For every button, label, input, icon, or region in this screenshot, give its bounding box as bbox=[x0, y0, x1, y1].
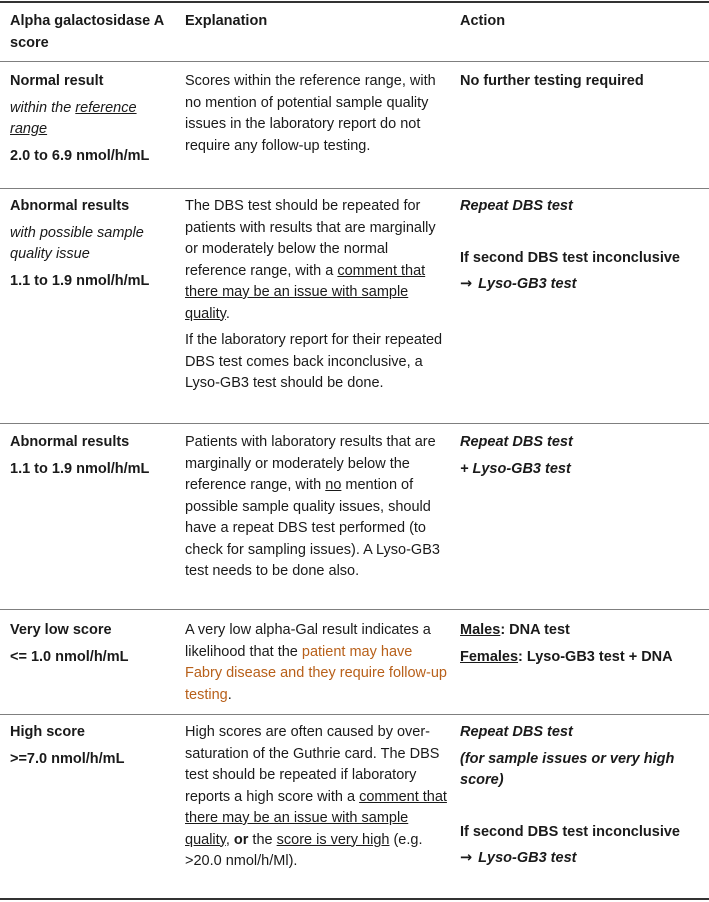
score-range: 1.1 to 1.9 nmol/h/mL bbox=[10, 272, 150, 289]
score-note: with possible sample quality issue bbox=[10, 224, 144, 262]
score-title: High score bbox=[10, 724, 85, 740]
arrow-right-icon: → bbox=[460, 276, 473, 292]
header-explanation: Explanation bbox=[185, 13, 268, 29]
table-top-rule bbox=[0, 1, 709, 3]
explanation-cell: The DBS test should be repeated for patients with results that are marginally or moderately below the normal reference range, with a comment that there may be an issue with sample quality. If the laboratory report for their repeated DBS test comes back inconclusive, a Lyso-GB3 test should be done. bbox=[185, 198, 443, 391]
score-range: 1.1 to 1.9 nmol/h/mL bbox=[10, 460, 150, 477]
header-score: Alpha galactosidase A score bbox=[10, 13, 165, 51]
score-title: Abnormal results bbox=[10, 198, 130, 214]
arrow-right-icon: → bbox=[460, 850, 473, 866]
action-cell: Repeat DBS test If second DBS test inconclusive → Lyso-GB3 test bbox=[460, 198, 680, 292]
score-title: Normal result bbox=[10, 73, 104, 89]
action-cell: Repeat DBS test (for sample issues or very high score) If second DBS test inconclusive → Lyso-GB3 test bbox=[460, 724, 680, 866]
score-range: >=7.0 nmol/h/mL bbox=[10, 750, 125, 767]
action-cell: Repeat DBS test + Lyso-GB3 test bbox=[460, 434, 573, 477]
row-divider bbox=[0, 609, 709, 610]
explanation-cell: Patients with laboratory results that are marginally or moderately below the reference range, with no mention of possible sample quality issues, should have a repeat DBS test performed (to check for sampling issues). A Lyso-GB3 test needs to be done also. bbox=[185, 434, 440, 579]
score-note: within the reference range bbox=[10, 99, 137, 137]
score-title: Very low score bbox=[10, 622, 112, 638]
score-cell bbox=[10, 620, 175, 668]
header-action: Action bbox=[460, 13, 506, 29]
score-range: <= 1.0 nmol/h/mL bbox=[10, 648, 129, 665]
score-cell bbox=[10, 722, 175, 770]
row-divider bbox=[0, 188, 709, 189]
action-cell: No further testing required bbox=[460, 73, 644, 89]
score-cell bbox=[10, 71, 175, 167]
highlighted-text: patient may have Fabry disease and they require follow-up testing bbox=[185, 643, 447, 703]
table-bottom-rule bbox=[0, 898, 709, 900]
score-title: Abnormal results bbox=[10, 434, 130, 450]
header-rule bbox=[0, 61, 709, 62]
row-divider bbox=[0, 423, 709, 424]
explanation-cell: High scores are often caused by over-saturation of the Guthrie card. The DBS test should be repeated if laboratory reports a high score with a comment that there may be an issue with sample quality, or the score is very high (e.g. >20.0 nmol/h/Ml). bbox=[185, 724, 447, 869]
score-cell bbox=[10, 196, 175, 292]
action-cell: Males: DNA test Females: Lyso-GB3 test + DNA bbox=[460, 622, 673, 665]
score-cell bbox=[10, 432, 175, 480]
explanation-cell: A very low alpha-Gal result indicates a likelihood that the patient may have Fabry disease and they require follow-up testing. bbox=[185, 622, 447, 703]
row-divider bbox=[0, 714, 709, 715]
explanation-cell: Scores within the reference range, with no mention of potential sample quality issues in the laboratory report do not require any follow-up testing. bbox=[185, 73, 436, 154]
score-range: 2.0 to 6.9 nmol/h/mL bbox=[10, 147, 150, 164]
